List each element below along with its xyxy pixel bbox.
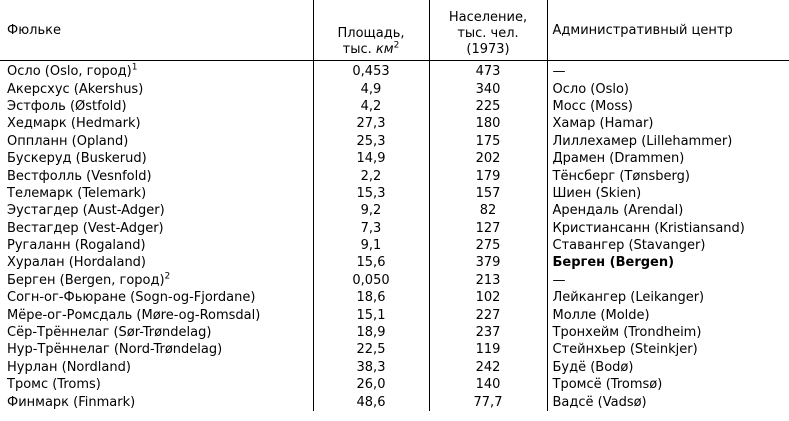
population-cell: 225 (429, 98, 547, 115)
region-name: Вестагдер (Vest-Adger) (7, 220, 164, 236)
admin-center-cell: — (552, 272, 566, 288)
admin-center-cell: Шиен (Skien) (552, 185, 642, 201)
region-name: Нур-Трённелаг (Nord-Trøndelag) (7, 342, 223, 358)
admin-center-cell: Кристиансанн (Kristiansand) (552, 220, 745, 236)
region-name: Финмарк (Finmark) (7, 394, 136, 410)
region-name-cell (0, 202, 313, 219)
region-name: Бускеруд (Buskerud) (7, 151, 147, 167)
population-cell: 119 (429, 341, 547, 358)
table-row (0, 133, 789, 150)
region-name-cell (0, 237, 313, 254)
region-name: Согн-ог-Фьюране (Sogn-og-Fjordane) (7, 290, 256, 306)
area-cell: 38,3 (313, 359, 429, 376)
admin-center-cell: Драмен (Drammen) (552, 151, 685, 167)
area-cell: 15,6 (313, 254, 429, 271)
region-name-cell (0, 185, 313, 202)
header-population-line3: (1973) (466, 42, 510, 57)
header-admin-center: Административный центр (547, 0, 789, 61)
region-name-cell (0, 220, 313, 237)
header-population-line1: Население, (448, 10, 528, 25)
region-name: Телемарк (Telemark) (7, 185, 147, 201)
area-cell: 15,3 (313, 185, 429, 202)
header-area-sup: 2 (393, 40, 400, 51)
admin-center-cell: Арендаль (Arendal) (552, 203, 684, 219)
table-row (0, 289, 789, 306)
area-cell: 9,1 (313, 237, 429, 254)
table-row (0, 61, 789, 81)
population-cell: 473 (429, 61, 547, 81)
region-name: Хедмарк (Hedmark) (7, 116, 141, 132)
region-name-cell (0, 324, 313, 341)
table-row (0, 167, 789, 184)
area-cell: 9,2 (313, 202, 429, 219)
area-cell: 7,3 (313, 220, 429, 237)
area-cell: 0,050 (313, 272, 429, 289)
area-cell: 0,453 (313, 61, 429, 81)
table-row (0, 80, 789, 97)
admin-center-cell: Лейкангер (Leikanger) (552, 290, 705, 306)
admin-center-cell: Молле (Molde) (552, 307, 650, 323)
table-row (0, 185, 789, 202)
table-row (0, 341, 789, 358)
area-cell: 22,5 (313, 341, 429, 358)
area-cell: 18,6 (313, 289, 429, 306)
area-cell: 4,9 (313, 80, 429, 97)
header-area-line1: Площадь, (337, 26, 405, 41)
table-row (0, 220, 789, 237)
region-name-cell (0, 376, 313, 393)
table-row (0, 324, 789, 341)
region-name-cell (0, 115, 313, 132)
region-name-cell (0, 393, 313, 410)
area-cell: 27,3 (313, 115, 429, 132)
admin-center-cell: Будё (Bodø) (552, 359, 634, 375)
area-cell: 4,2 (313, 98, 429, 115)
footnote-marker: 2 (164, 271, 171, 282)
population-cell: 102 (429, 289, 547, 306)
region-name-cell (0, 254, 313, 271)
region-name-cell (0, 98, 313, 115)
table-row (0, 150, 789, 167)
area-cell: 15,1 (313, 306, 429, 323)
population-cell: 180 (429, 115, 547, 132)
region-name-cell (0, 359, 313, 376)
area-cell: 25,3 (313, 133, 429, 150)
population-cell: 82 (429, 202, 547, 219)
footnote-marker: 1 (131, 62, 138, 73)
region-name: Вестфолль (Vesnfold) (7, 168, 152, 184)
population-cell: 227 (429, 306, 547, 323)
region-name: Оппланн (Opland) (7, 133, 129, 149)
area-cell: 26,0 (313, 376, 429, 393)
population-cell: 175 (429, 133, 547, 150)
area-cell: 48,6 (313, 393, 429, 410)
admin-center-cell: Хамар (Hamar) (552, 116, 654, 132)
region-name-cell (0, 341, 313, 358)
table-row (0, 272, 789, 289)
region-name: Хуралан (Hordaland) (7, 255, 147, 271)
population-cell: 275 (429, 237, 547, 254)
population-cell: 340 (429, 80, 547, 97)
admin-center-cell: Вадсё (Vadsø) (552, 394, 647, 410)
region-name: Ругаланн (Rogaland) (7, 238, 146, 254)
region-name-cell (0, 167, 313, 184)
region-name: Эстфоль (Østfold) (7, 98, 127, 114)
table-row (0, 306, 789, 323)
region-name-cell (0, 272, 313, 289)
admin-center-cell: Осло (Oslo) (552, 81, 629, 97)
area-cell: 14,9 (313, 150, 429, 167)
region-name: Нурлан (Nordland) (7, 359, 131, 375)
admin-center-cell: Лиллехамер (Lillehammer) (552, 133, 733, 149)
header-area-line2: тыс. (342, 42, 376, 57)
table-row (0, 376, 789, 393)
table-row (0, 359, 789, 376)
population-cell: 213 (429, 272, 547, 289)
region-name: Акерсхус (Akershus) (7, 81, 144, 97)
table-row (0, 237, 789, 254)
table-row (0, 393, 789, 410)
admin-center-cell: Тёнсберг (Tønsberg) (552, 168, 690, 184)
header-area (313, 0, 429, 61)
header-area-unit: км (375, 42, 394, 57)
header-population-line2: тыс. чел. (457, 26, 519, 41)
region-name-cell (0, 150, 313, 167)
region-name-cell (0, 306, 313, 323)
region-name-cell (0, 80, 313, 97)
population-cell: 179 (429, 167, 547, 184)
population-cell: 157 (429, 185, 547, 202)
population-cell: 379 (429, 254, 547, 271)
region-name: Тромс (Troms) (7, 377, 101, 393)
table-row (0, 98, 789, 115)
header-population (429, 0, 547, 61)
table-row (0, 254, 789, 271)
region-name: Сёр-Трённелаг (Sør-Trøndelag) (7, 325, 212, 341)
header-region: Фюльке (0, 0, 313, 61)
table-row (0, 202, 789, 219)
header-row (0, 0, 789, 61)
admin-center-cell: — (552, 64, 566, 80)
region-name: Мёре-ог-Ромсдаль (Møre-og-Romsdal) (7, 307, 261, 323)
admin-center-cell: Тромсё (Tromsø) (552, 377, 663, 393)
region-name-cell (0, 133, 313, 150)
area-cell: 18,9 (313, 324, 429, 341)
population-cell: 127 (429, 220, 547, 237)
population-cell: 140 (429, 376, 547, 393)
population-cell: 237 (429, 324, 547, 341)
area-cell: 2,2 (313, 167, 429, 184)
region-name: Берген (Bergen, город) (7, 272, 165, 288)
admin-center-cell: Тронхейм (Trondheim) (552, 325, 702, 341)
admin-center-cell: Стейнхьер (Steinkjer) (552, 342, 698, 358)
admin-center-cell: Мосс (Moss) (552, 98, 633, 114)
admin-center-cell: Берген (Bergen) (552, 255, 675, 271)
region-name-cell (0, 289, 313, 306)
region-name: Осло (Oslo, город) (7, 64, 132, 80)
population-cell: 242 (429, 359, 547, 376)
population-cell: 202 (429, 150, 547, 167)
region-name: Эустагдер (Aust-Adger) (7, 203, 165, 219)
region-name-cell (0, 61, 313, 81)
table-row (0, 115, 789, 132)
population-cell: 77,7 (429, 393, 547, 410)
admin-center-cell: Ставангер (Stavanger) (552, 238, 706, 254)
